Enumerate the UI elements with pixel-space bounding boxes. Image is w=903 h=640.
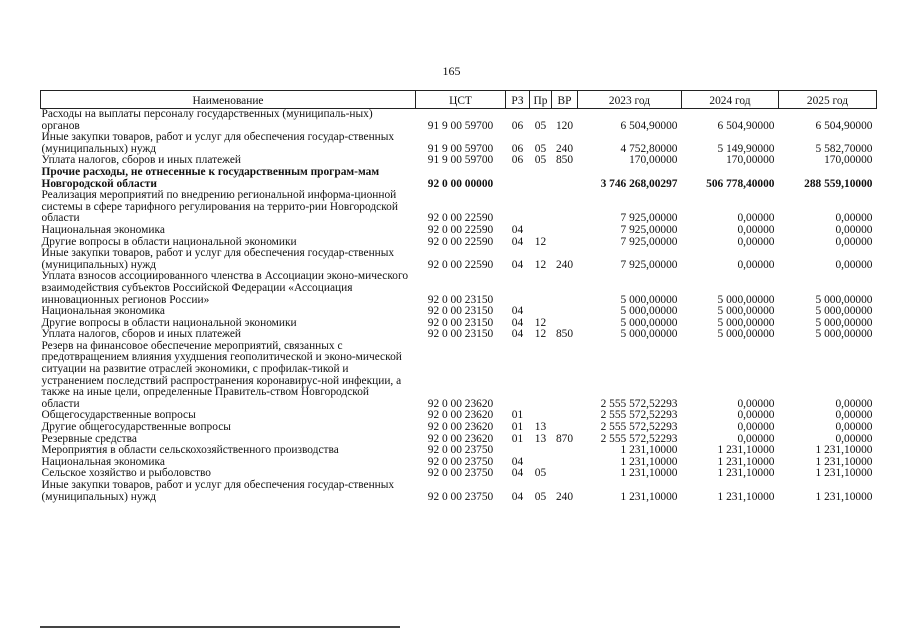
cell-name: Уплата взносов ассоциированного членства в Ассоциации эконо-мического взаимодействия субъектов Российской Федерации «Ассоциация инновационных регионов России» (41, 270, 409, 306)
cell-vr: 850 (555, 154, 574, 167)
cell-name: Другие общегосударственные вопросы (41, 421, 231, 434)
cell-pr: 12 (534, 258, 547, 271)
cell-2023: 5 000,00000 (620, 328, 678, 341)
cell-pr (530, 306, 552, 318)
cell-2025: 5 000,00000 (815, 316, 873, 329)
table-row (41, 422, 877, 434)
cell-2023: 7 925,00000 (620, 258, 678, 271)
table-row (41, 109, 877, 133)
cell-pr (530, 341, 552, 411)
cell-2024: 1 231,10000 (717, 444, 775, 457)
cell-rz: 01 (511, 432, 524, 445)
cell-rz: 01 (511, 421, 524, 434)
cell-cst: 92 0 00 23150 (427, 293, 494, 306)
cell-name: Резервные средства (41, 432, 137, 445)
table-row (41, 271, 877, 306)
cell-vr (552, 190, 578, 225)
cell-2023: 4 752,80000 (620, 142, 678, 155)
cell-cst: 92 0 00 22590 (427, 258, 494, 271)
cell-2023: 2 555 572,52293 (600, 421, 678, 434)
cell-cst: 92 0 00 22590 (427, 212, 494, 225)
cell-pr (530, 445, 552, 457)
cell-rz (506, 341, 530, 411)
cell-rz: 04 (511, 305, 524, 318)
cell-name: Сельское хозяйство и рыболовство (41, 467, 211, 480)
header-2025: 2025 год (779, 91, 877, 109)
cell-2023: 2 555 572,52293 (600, 432, 678, 445)
cell-2024: 0,00000 (737, 432, 775, 445)
cell-2025: 6 504,90000 (815, 119, 873, 132)
cell-pr: 12 (534, 235, 547, 248)
cell-2025: 0,00000 (835, 432, 873, 445)
cell-vr (552, 445, 578, 457)
cell-rz: 06 (511, 154, 524, 167)
cell-2025: 1 231,10000 (815, 490, 873, 503)
page-number: 165 (442, 64, 461, 78)
header-pr: Пр (530, 91, 552, 109)
cell-name: Расходы на выплаты персоналу государственных (муниципаль-ных) органов (41, 108, 373, 132)
cell-2025: 5 000,00000 (815, 293, 873, 306)
cell-vr (552, 306, 578, 318)
cell-vr: 850 (555, 328, 574, 341)
cell-name: Резерв на финансовое обеспечение мероприятий, связанных с предотвращением влияния ухудшения геополитической и эконо-мической ситуации на развитие отраслей экономики, с профилак-тикой и устранением последствий распространения коронавирус-ной инфекции, а также на иные цели, определенные Правитель-ством Новгородской области (41, 339, 402, 410)
cell-2024: 0,00000 (737, 235, 775, 248)
table-row (41, 132, 877, 155)
cell-pr: 13 (534, 421, 547, 434)
cell-2025: 0,00000 (835, 212, 873, 225)
cell-name: Реализация мероприятий по внедрению региональной информа-ционной системы в сфере тарифного регулирования на террито-рии Новгородской области (41, 189, 398, 225)
cell-vr (552, 422, 578, 434)
cell-name: Мероприятия в области сельскохозяйственного производства (41, 444, 339, 457)
cell-vr (552, 341, 578, 411)
table-row (41, 341, 877, 411)
cell-cst: 92 0 00 23750 (427, 490, 494, 503)
cell-rz (506, 167, 530, 190)
table-row (41, 190, 877, 225)
cell-2024: 5 149,90000 (717, 142, 775, 155)
cell-pr (530, 271, 552, 306)
cell-name: Уплата налогов, сборов и иных платежей (41, 328, 241, 341)
cell-rz: 04 (511, 490, 524, 503)
cell-vr (552, 271, 578, 306)
header-2024: 2024 год (682, 91, 779, 109)
cell-vr (552, 167, 578, 190)
cell-2024: 506 778,40000 (706, 177, 775, 190)
cell-pr: 05 (534, 142, 547, 155)
cell-rz: 06 (511, 119, 524, 132)
cell-name: Национальная экономика (41, 455, 165, 468)
cell-rz: 04 (511, 235, 524, 248)
header-vr: ВР (552, 91, 578, 109)
cell-cst: 92 0 00 22590 (427, 235, 494, 248)
cell-pr: 05 (534, 467, 547, 480)
cell-vr (552, 237, 578, 249)
cell-name: Общегосударственные вопросы (41, 409, 196, 422)
cell-cst: 92 0 00 23620 (427, 409, 494, 422)
cell-2025: 170,00000 (824, 154, 873, 167)
cell-2024: 0,00000 (737, 409, 775, 422)
cell-2025: 5 000,00000 (815, 328, 873, 341)
cell-cst: 91 9 00 59700 (427, 142, 494, 155)
cell-pr: 05 (534, 154, 547, 167)
cell-cst: 92 0 00 23150 (427, 328, 494, 341)
cell-vr (552, 457, 578, 469)
cell-rz: 04 (511, 467, 524, 480)
cell-2024: 1 231,10000 (717, 490, 775, 503)
cell-cst: 92 0 00 23620 (427, 397, 494, 410)
cell-2025: 0,00000 (835, 421, 873, 434)
cell-2024: 1 231,10000 (717, 455, 775, 468)
cell-2024: 6 504,90000 (717, 119, 775, 132)
cell-2024: 5 000,00000 (717, 328, 775, 341)
table-body (41, 109, 877, 504)
cell-2025: 5 000,00000 (815, 305, 873, 318)
cell-cst: 92 0 00 22590 (427, 223, 494, 236)
cell-2025: 0,00000 (835, 409, 873, 422)
cell-2025: 0,00000 (835, 258, 873, 271)
cell-pr: 05 (534, 119, 547, 132)
cell-2023: 1 231,10000 (620, 455, 678, 468)
cell-rz: 04 (511, 258, 524, 271)
cell-rz: 01 (511, 409, 524, 422)
cell-2024: 0,00000 (737, 223, 775, 236)
cell-name: Другие вопросы в области национальной экономики (41, 316, 297, 329)
budget-table (40, 90, 877, 503)
cell-2025: 0,00000 (835, 397, 873, 410)
cell-2025: 0,00000 (835, 235, 873, 248)
cell-cst: 92 0 00 23750 (427, 444, 494, 457)
cell-2025: 1 231,10000 (815, 467, 873, 480)
cell-pr: 12 (534, 328, 547, 341)
cell-vr (552, 468, 578, 480)
cell-2023: 7 925,00000 (620, 223, 678, 236)
cell-2023: 170,00000 (629, 154, 678, 167)
cell-name: Прочие расходы, не отнесенные к государственным програм-мам Новгородской области (41, 165, 380, 190)
cell-2024: 5 000,00000 (717, 293, 775, 306)
cell-rz: 04 (511, 223, 524, 236)
cell-cst: 91 9 00 59700 (427, 119, 494, 132)
cell-pr (530, 167, 552, 190)
cell-name: Иные закупки товаров, работ и услуг для обеспечения государ-ственных (муниципальных) нужд (41, 479, 395, 503)
cell-2024: 0,00000 (737, 212, 775, 225)
header-row (41, 91, 877, 109)
header-rz: РЗ (506, 91, 530, 109)
cell-2024: 0,00000 (737, 397, 775, 410)
cell-pr: 13 (534, 432, 547, 445)
cell-2023: 5 000,00000 (620, 293, 678, 306)
cell-2024: 5 000,00000 (717, 305, 775, 318)
cell-2023: 7 925,00000 (620, 235, 678, 248)
header-cst: ЦСТ (416, 91, 506, 109)
cell-pr (530, 190, 552, 225)
cell-2025: 288 559,10000 (804, 177, 873, 190)
cell-2024: 5 000,00000 (717, 316, 775, 329)
cell-name: Уплата налогов, сборов и иных платежей (41, 154, 241, 167)
cell-2023: 3 746 268,00297 (600, 177, 678, 190)
cell-cst: 91 9 00 59700 (427, 154, 494, 167)
cell-2023: 1 231,10000 (620, 444, 678, 457)
cell-rz: 04 (511, 316, 524, 329)
cell-rz: 04 (511, 328, 524, 341)
cell-cst: 92 0 00 23750 (427, 467, 494, 480)
cell-pr: 05 (534, 490, 547, 503)
cell-2023: 7 925,00000 (620, 212, 678, 225)
table-row (41, 306, 877, 318)
cell-2024: 0,00000 (737, 421, 775, 434)
cell-2025: 1 231,10000 (815, 444, 873, 457)
cell-2023: 6 504,90000 (620, 119, 678, 132)
table-row (41, 225, 877, 237)
cell-cst: 92 0 00 00000 (427, 177, 494, 190)
cell-cst: 92 0 00 23150 (427, 316, 494, 329)
cell-name: Другие вопросы в области национальной экономики (41, 235, 297, 248)
table-row (41, 480, 877, 503)
cell-rz: 04 (511, 455, 524, 468)
cell-cst: 92 0 00 23750 (427, 455, 494, 468)
cell-2025: 5 582,70000 (815, 142, 873, 155)
cell-pr: 12 (534, 316, 547, 329)
cell-2023: 1 231,10000 (620, 490, 678, 503)
cell-vr: 120 (555, 119, 574, 132)
cell-vr (552, 410, 578, 422)
cell-cst: 92 0 00 23150 (427, 305, 494, 318)
cell-vr (552, 225, 578, 237)
cell-rz (506, 271, 530, 306)
cell-2023: 5 000,00000 (620, 305, 678, 318)
header-name: Наименование (41, 91, 416, 109)
cell-name: Национальная экономика (41, 223, 165, 236)
footer-divider (40, 626, 400, 628)
cell-2024: 0,00000 (737, 258, 775, 271)
cell-name: Иные закупки товаров, работ и услуг для обеспечения государ-ственных (муниципальных) нужд (41, 131, 395, 155)
cell-vr: 240 (555, 142, 574, 155)
cell-vr: 240 (555, 490, 574, 503)
cell-2023: 1 231,10000 (620, 467, 678, 480)
cell-vr: 870 (555, 432, 574, 445)
cell-2023: 5 000,00000 (620, 316, 678, 329)
cell-2025: 1 231,10000 (815, 455, 873, 468)
cell-2023: 2 555 572,52293 (600, 397, 678, 410)
cell-2025: 0,00000 (835, 223, 873, 236)
cell-cst: 92 0 00 23620 (427, 432, 494, 445)
cell-cst: 92 0 00 23620 (427, 421, 494, 434)
cell-2024: 170,00000 (726, 154, 775, 167)
table-row (41, 248, 877, 271)
cell-rz (506, 190, 530, 225)
header-2023: 2023 год (578, 91, 682, 109)
cell-rz: 06 (511, 142, 524, 155)
cell-name: Национальная экономика (41, 305, 165, 318)
cell-name: Иные закупки товаров, работ и услуг для обеспечения государ-ственных (муниципальных) нужд (41, 247, 395, 271)
table-row (41, 167, 877, 190)
cell-2023: 2 555 572,52293 (600, 409, 678, 422)
cell-vr: 240 (555, 258, 574, 271)
cell-2024: 1 231,10000 (717, 467, 775, 480)
cell-pr (530, 225, 552, 237)
